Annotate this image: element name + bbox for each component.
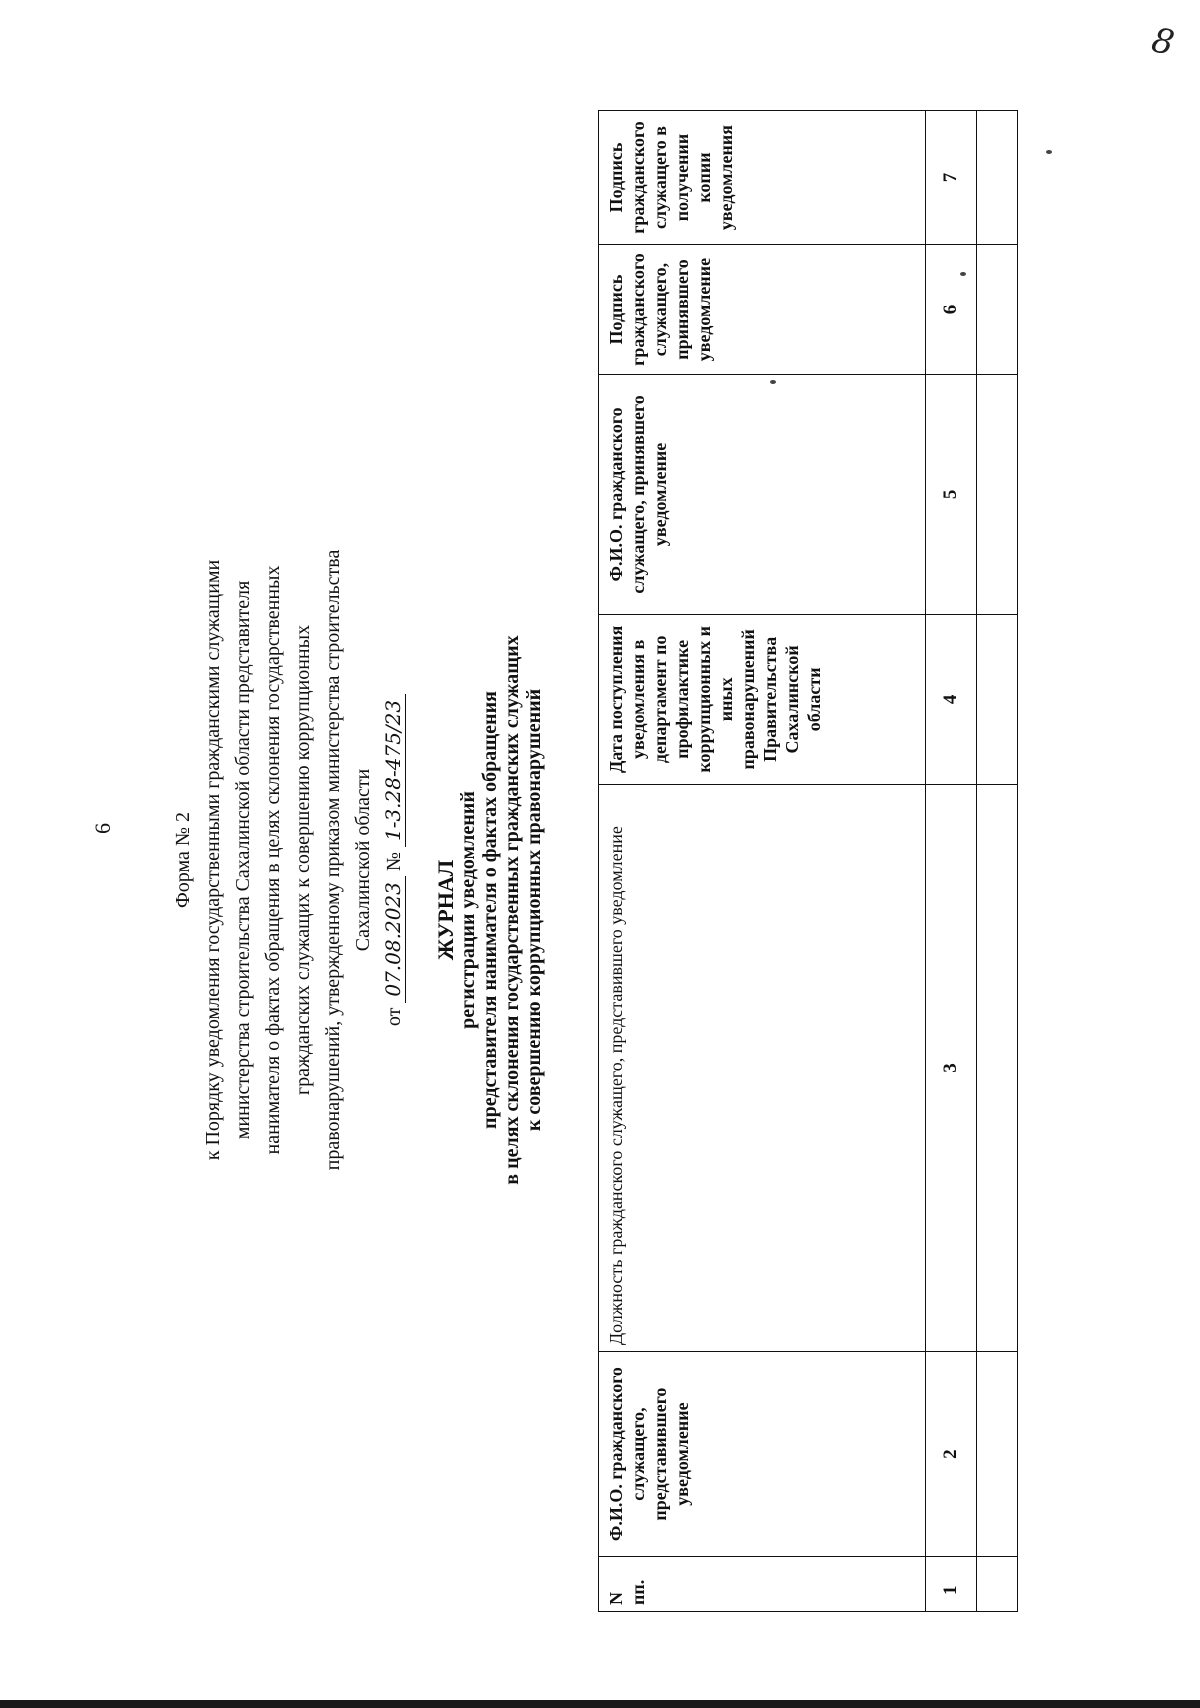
registration-table xyxy=(598,110,1018,1612)
empty-cell xyxy=(977,245,1018,375)
journal-subtitle-line: регистрации уведомлений xyxy=(457,791,479,1029)
number-label: № xyxy=(383,852,405,872)
form-line: Сахалинской области xyxy=(352,768,374,952)
form-number: Форма № 2 xyxy=(172,812,194,908)
column-number: 3 xyxy=(926,784,977,1351)
form-line: правонарушений, утвержденному приказом министерства строительства xyxy=(322,549,344,1171)
empty-cell xyxy=(977,1352,1018,1557)
header-cell: Ф.И.О. гражданского служащего, представившего уведомление xyxy=(599,1352,926,1557)
table-row xyxy=(977,111,1018,1612)
table-number-row xyxy=(926,111,977,1612)
order-number: 1-3.28-475/23 xyxy=(381,694,406,847)
form-line: министерства строительства Сахалинской области представителя xyxy=(232,580,254,1140)
column-number: 6 xyxy=(926,245,977,375)
order-reference xyxy=(378,240,409,1480)
empty-cell xyxy=(977,1557,1018,1612)
from-label: от xyxy=(383,1007,405,1027)
empty-cell xyxy=(977,111,1018,245)
form-line: нанимателя о фактах обращения в целях склонения государственных xyxy=(262,565,284,1155)
scan-edge xyxy=(0,1700,1200,1708)
column-number: 2 xyxy=(926,1352,977,1557)
journal-title: ЖУРНАЛ xyxy=(433,859,458,961)
journal-subtitle-line: к совершению коррупционных правонарушений xyxy=(523,688,545,1132)
order-date: 07.08.2023 xyxy=(381,876,406,1003)
column-number: 7 xyxy=(926,111,977,245)
page-number: 6 xyxy=(90,823,115,834)
column-number: 5 xyxy=(926,375,977,615)
journal-subtitle-line: представителя нанимателя о фактах обращения xyxy=(479,691,501,1129)
empty-cell xyxy=(977,375,1018,615)
column-number: 1 xyxy=(926,1557,977,1612)
empty-cell xyxy=(977,784,1018,1351)
rotated-content xyxy=(0,30,1100,1660)
journal-subtitle-line: в целях склонения государственных гражданских служащих xyxy=(501,635,523,1185)
journal-title-block xyxy=(435,290,545,1530)
form-header xyxy=(168,240,409,1480)
header-cell: Должность гражданского служащего, представившего уведомление xyxy=(599,784,926,1351)
empty-cell xyxy=(977,614,1018,784)
header-cell: Дата поступления уведомления в департамент по профилактике коррупционных и иных правонарушений Правительства Сахалинской области xyxy=(599,614,926,784)
form-line: гражданских служащих к совершению коррупционных xyxy=(292,624,314,1096)
handwritten-page-number: 8 xyxy=(1148,20,1178,64)
table-header-row xyxy=(599,111,926,1612)
column-number: 4 xyxy=(926,614,977,784)
header-cell: Ф.И.О. гражданского служащего, принявшего уведомление xyxy=(599,375,926,615)
header-cell: Подпись гражданского служащего, принявшего уведомление xyxy=(599,245,926,375)
header-cell: Подпись гражданского служащего в получении копии уведомления xyxy=(599,111,926,245)
form-line: к Порядку уведомления государственными гражданскими служащими xyxy=(202,559,224,1161)
header-cell: N пп. xyxy=(599,1557,926,1612)
